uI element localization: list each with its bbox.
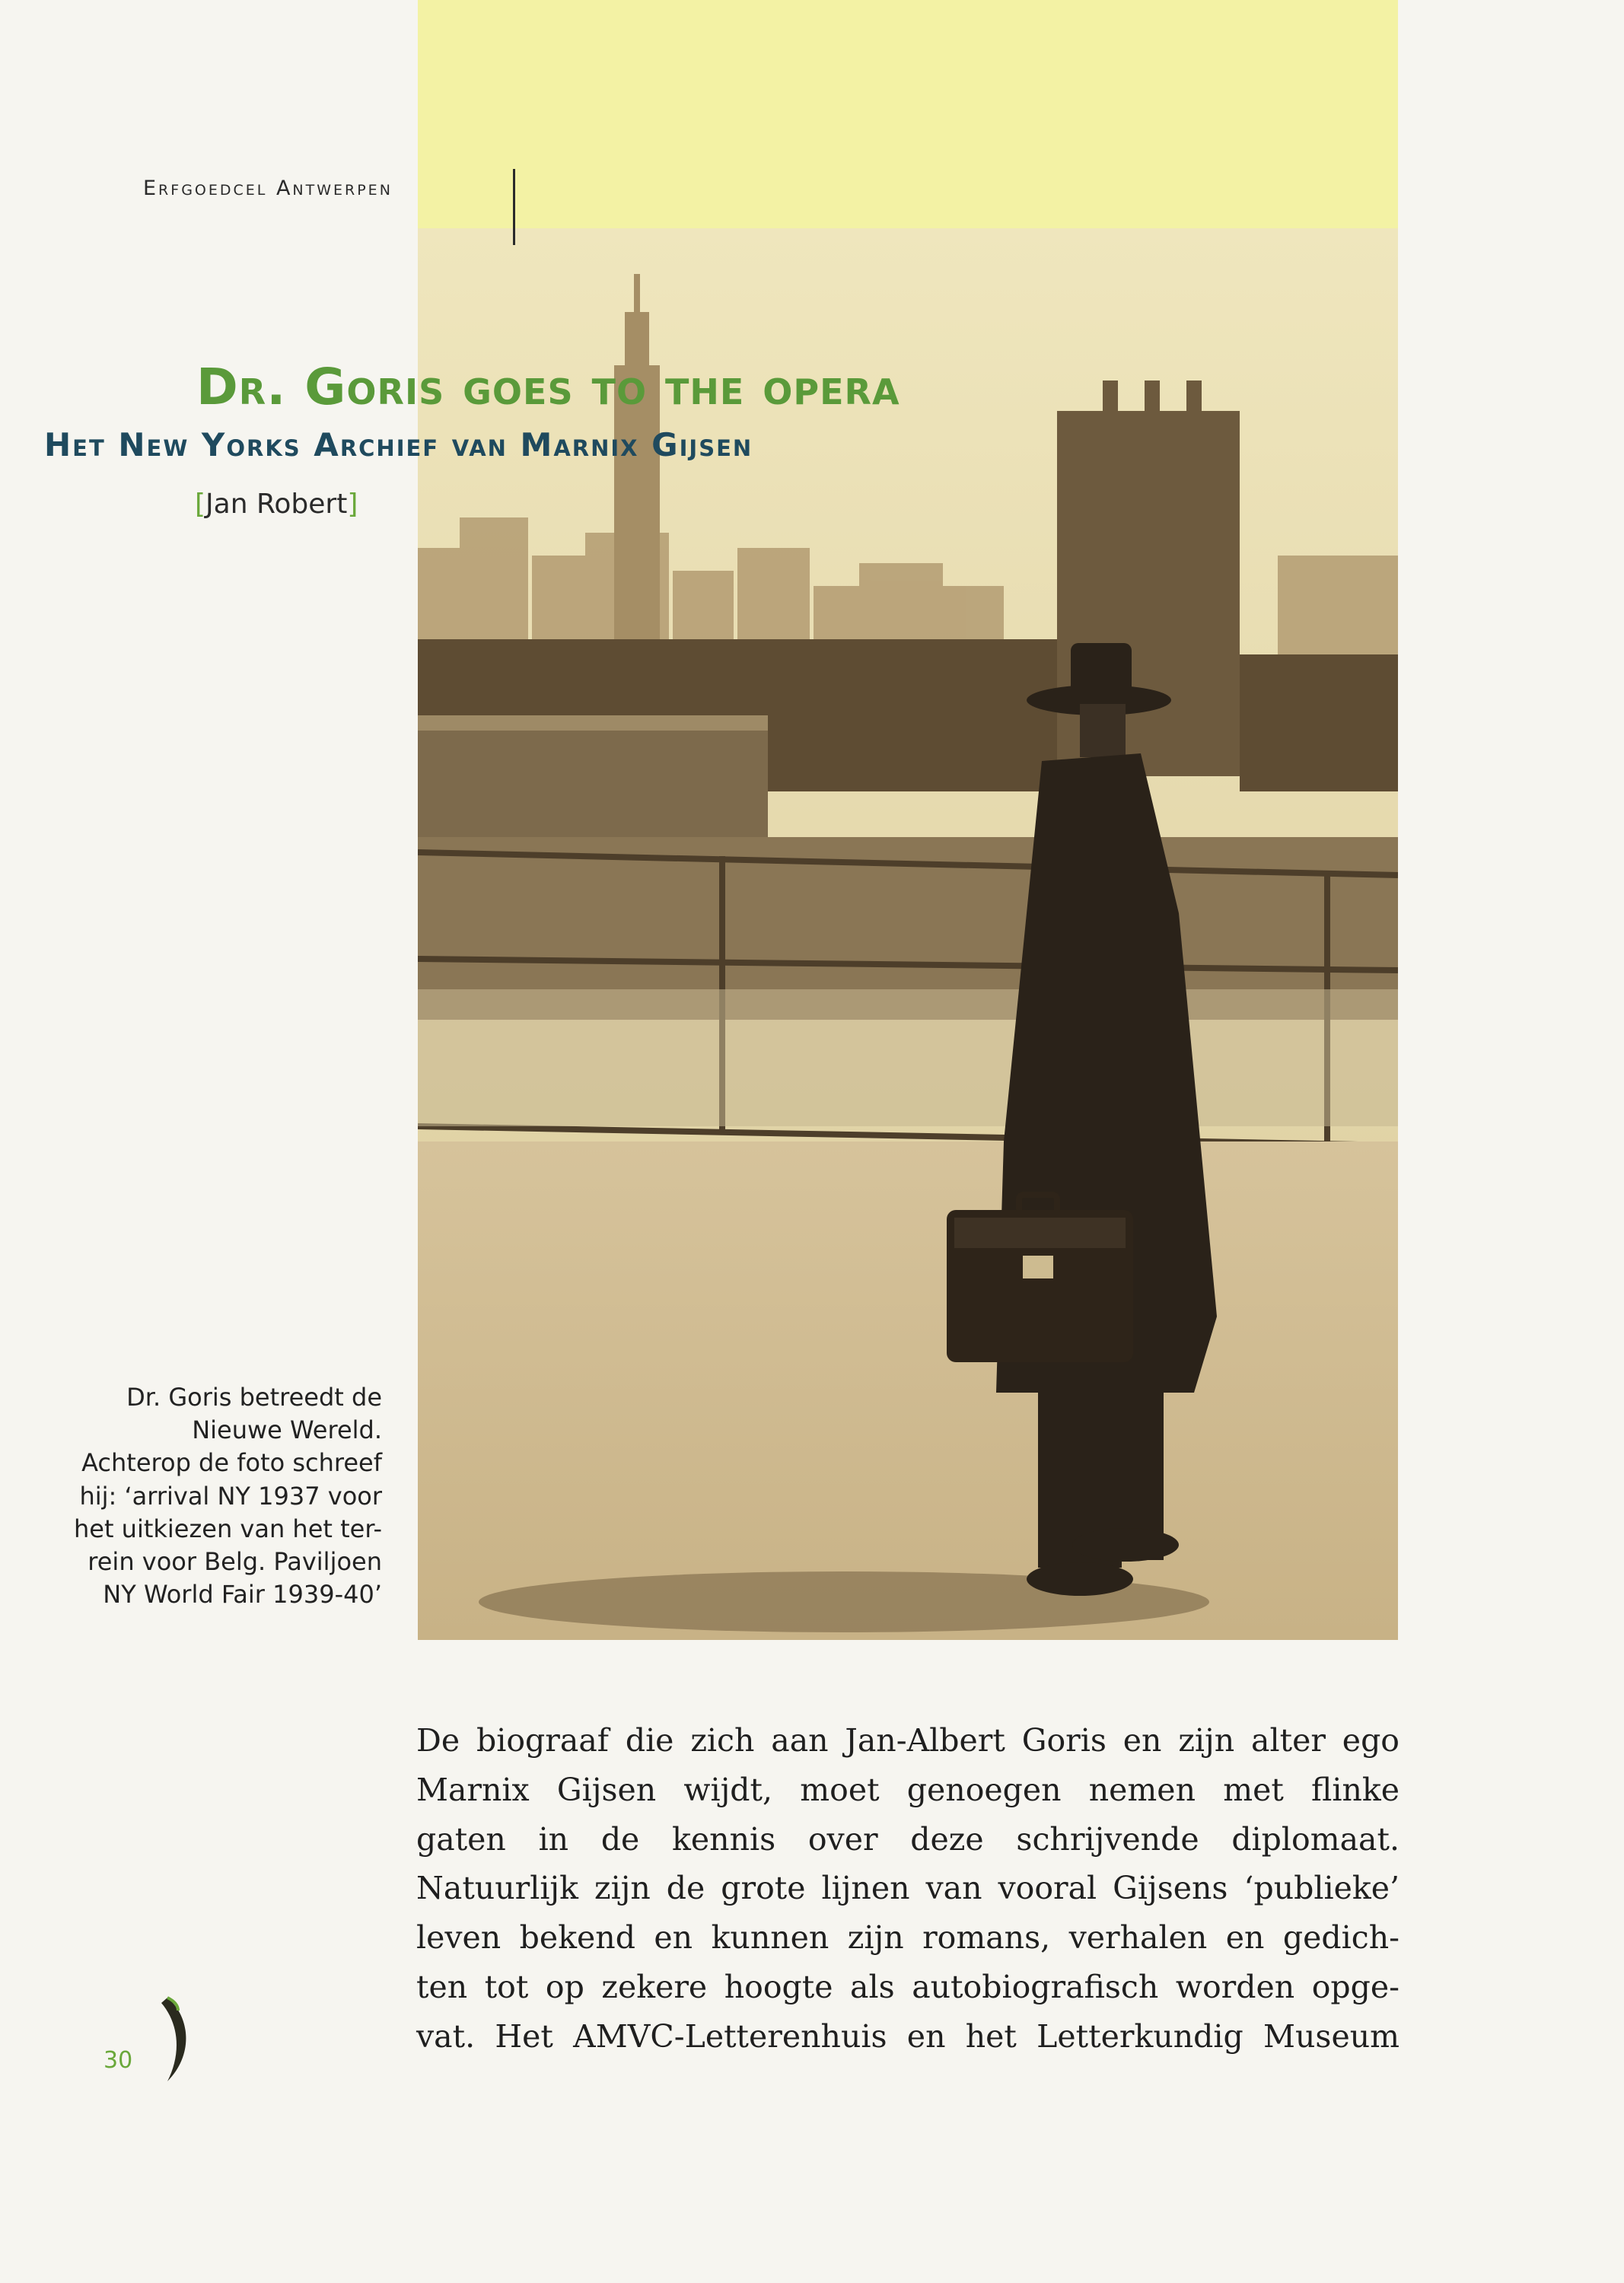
body-line: gaten in de kennis over deze schrijvende diplomaat.	[416, 1820, 1400, 1858]
caption-line: Achterop de foto schreef	[81, 1448, 382, 1478]
body-line: Marnix Gijsen wijdt, moet genoegen nemen met flinke	[416, 1771, 1400, 1808]
body-line: De biograaf die zich aan Jan-Albert Goris en zijn alter ego	[416, 1722, 1400, 1759]
author-byline	[195, 489, 358, 520]
body-line: vat. Het AMVC-Letterenhuis en het Letterkundig Museum	[416, 2017, 1400, 2055]
section-label: Erfgoedcel Antwerpen	[143, 177, 393, 200]
page-mark-icon	[152, 1994, 198, 2085]
photo-caption	[30, 1381, 382, 1611]
article-body	[416, 1716, 1400, 2061]
caption-line: NY World Fair 1939-40’	[103, 1580, 382, 1610]
author-bracket-close: ]	[347, 489, 358, 520]
body-line: leven bekend en kunnen zijn romans, verhalen en gedich-	[416, 1919, 1400, 1957]
caption-line: hij: ‘arrival NY 1937 voor	[79, 1481, 382, 1511]
article-title: Dr. Goris goes to the opera	[196, 358, 900, 416]
caption-line: Dr. Goris betreedt de	[126, 1383, 382, 1412]
caption-line: rein voor Belg. Paviljoen	[88, 1546, 382, 1576]
body-line: ten tot op zekere hoogte als autobiografisch worden opge-	[416, 1968, 1400, 2005]
caption-line: het uitkiezen van het ter-	[73, 1514, 382, 1543]
article-subtitle: Het New Yorks Archief van Marnix Gijsen	[44, 426, 753, 463]
page-number: 30	[103, 2047, 133, 2074]
body-line: Natuurlijk zijn de grote lijnen van vooral Gijsens ‘publieke’	[416, 1870, 1400, 1907]
author-bracket-open: [	[195, 489, 206, 520]
author-name: Jan Robert	[205, 489, 348, 520]
section-divider	[513, 169, 515, 245]
caption-line: Nieuwe Wereld.	[192, 1415, 382, 1445]
